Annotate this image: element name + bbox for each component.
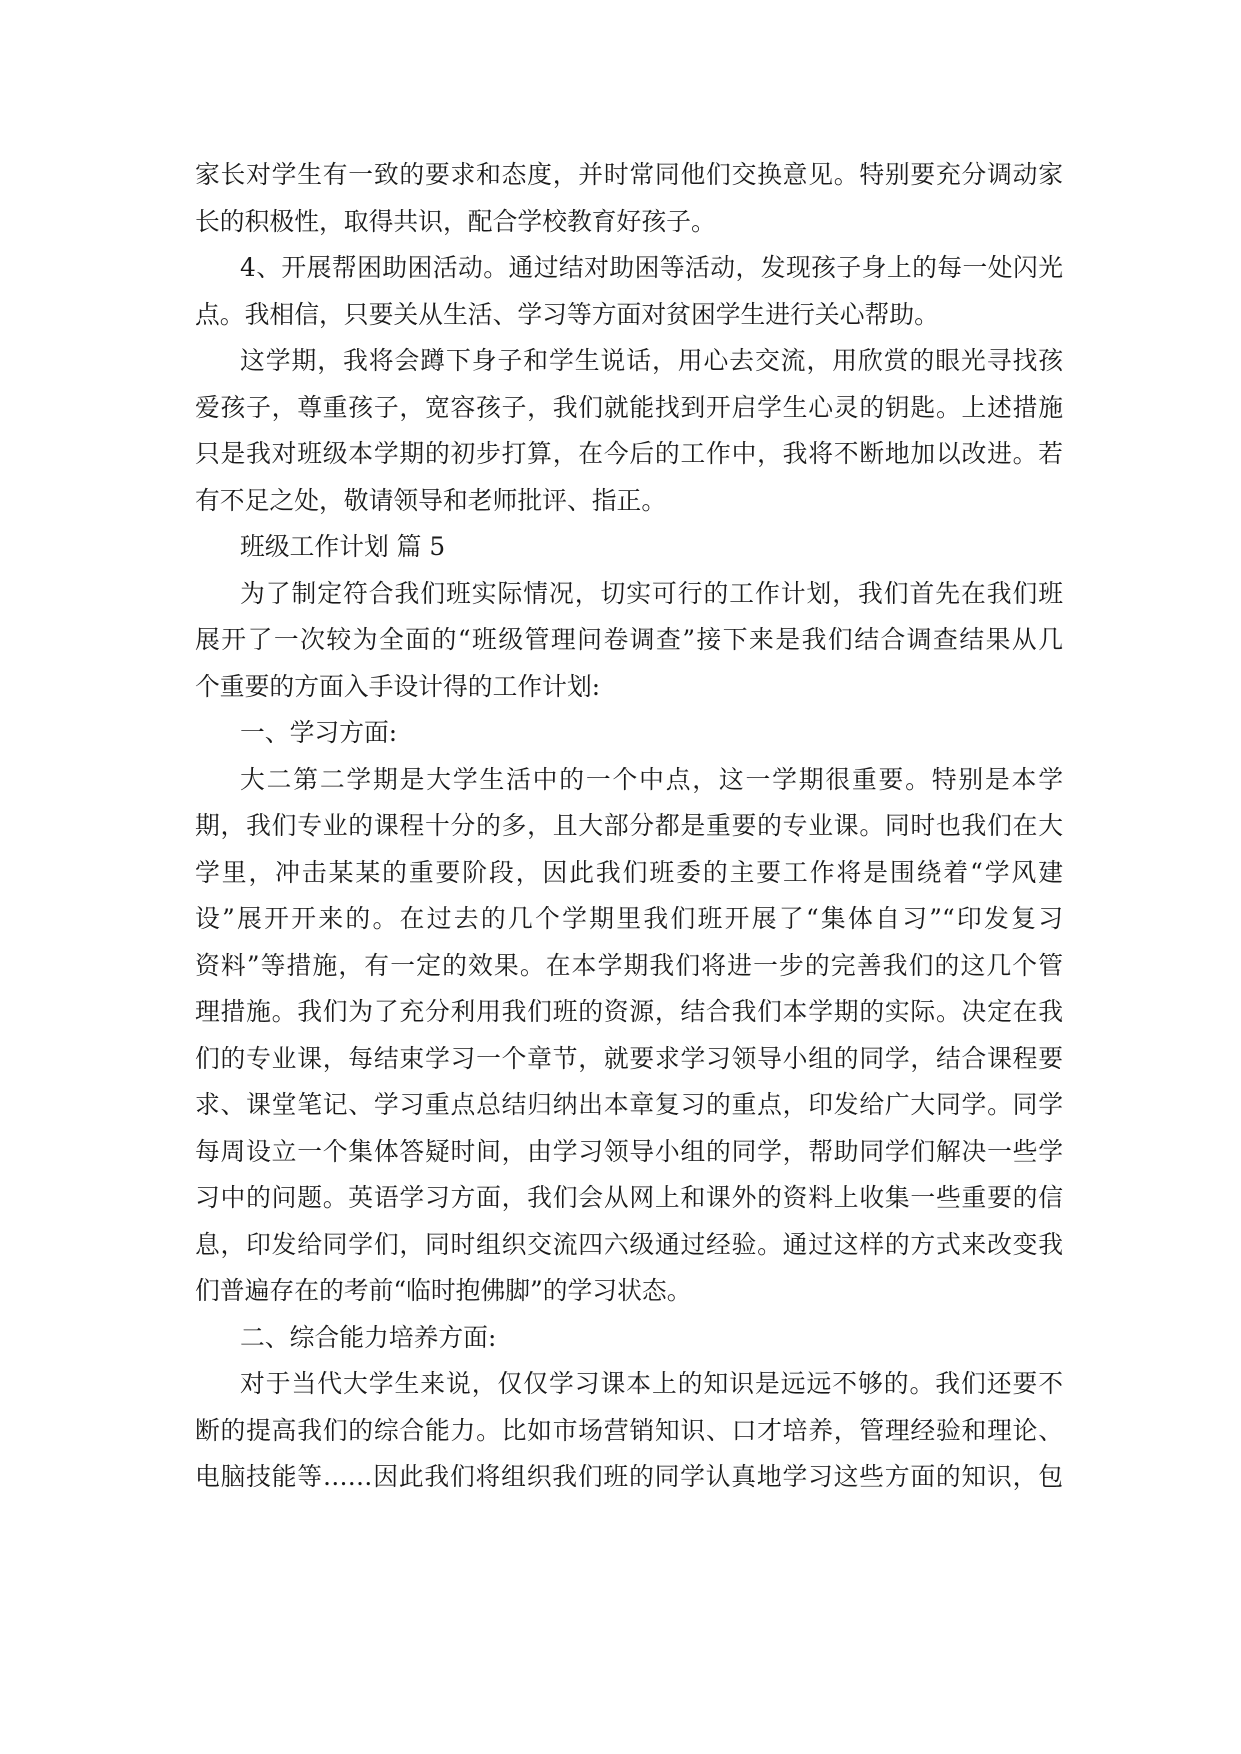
text-line-24: 息，印发给同学们，同时组织交流四六级通过经验。通过这样的方式来改变我 bbox=[195, 1229, 1063, 1259]
text-line-7: 只是我对班级本学期的初步打算，在今后的工作中，我将不断地加以改进。若 bbox=[195, 439, 1063, 468]
text-line-6: 爱孩子，尊重孩子，宽容孩子，我们就能找到开启学生心灵的钥匙。上述措施 bbox=[195, 392, 1063, 422]
text-line-10: 为了制定符合我们班实际情况，切实可行的工作计划，我们首先在我们班 bbox=[240, 578, 1063, 608]
subsection-heading-ability: 二、综合能力培养方面: bbox=[240, 1322, 497, 1352]
text-line-20: 们的专业课，每结束学习一个章节，就要求学习领导小组的同学，结合课程要 bbox=[195, 1043, 1063, 1073]
text-line-18: 资料”等措施，有一定的效果。在本学期我们将进一步的完善我们的这几个管 bbox=[195, 950, 1063, 980]
text-line-1: 家长对学生有一致的要求和态度，并时常同他们交换意见。特别要充分调动家 bbox=[195, 160, 1063, 189]
section-heading: 班级工作计划 篇 5 bbox=[240, 532, 446, 561]
text-line-5: 这学期，我将会蹲下身子和学生说话，用心去交流，用欣赏的眼光寻找孩 bbox=[240, 346, 1063, 375]
text-line-3: 4、开展帮困助困活动。通过结对助困等活动，发现孩子身上的每一处闪光 bbox=[240, 253, 1063, 282]
text-line-22: 每周设立一个集体答疑时间，由学习领导小组的同学，帮助同学们解决一些学 bbox=[195, 1136, 1063, 1166]
document-body bbox=[195, 152, 1063, 1501]
text-line-11: 展开了一次较为全面的“班级管理问卷调查”接下来是我们结合调查结果从几 bbox=[195, 625, 1063, 654]
text-line-2: 长的积极性，取得共识，配合学校教育好孩子。 bbox=[195, 206, 716, 236]
text-line-8: 有不足之处，敬请领导和老师批评、指正。 bbox=[195, 485, 667, 515]
text-line-23: 习中的问题。英语学习方面，我们会从网上和课外的资料上收集一些重要的信 bbox=[195, 1183, 1063, 1212]
text-line-19: 理措施。我们为了充分利用我们班的资源，结合我们本学期的实际。决定在我 bbox=[195, 997, 1063, 1026]
subsection-heading-study: 一、学习方面: bbox=[240, 718, 398, 747]
text-line-27: 对于当代大学生来说，仅仅学习课本上的知识是远远不够的。我们还要不 bbox=[240, 1369, 1063, 1398]
text-line-15: 期，我们专业的课程十分的多，且大部分都是重要的专业课。同时也我们在大 bbox=[195, 811, 1063, 840]
text-line-17: 设”展开开来的。在过去的几个学期里我们班开展了“集体自习”“印发复习 bbox=[195, 904, 1063, 933]
text-line-25: 们普遍存在的考前“临时抱佛脚”的学习状态。 bbox=[195, 1276, 692, 1305]
text-line-4: 点。我相信，只要关从生活、学习等方面对贫困学生进行关心帮助。 bbox=[195, 299, 939, 329]
text-line-21: 求、课堂笔记、学习重点总结归纳出本章复习的重点，印发给广大同学。同学 bbox=[195, 1090, 1063, 1119]
text-line-12: 个重要的方面入手设计得的工作计划: bbox=[195, 671, 601, 701]
text-line-29: 电脑技能等……因此我们将组织我们班的同学认真地学习这些方面的知识，包 bbox=[195, 1462, 1063, 1491]
text-line-16: 学里，冲击某某的重要阶段，因此我们班委的主要工作将是围绕着“学风建 bbox=[195, 857, 1063, 887]
text-line-28: 断的提高我们的综合能力。比如市场营销知识、口才培养，管理经验和理论、 bbox=[195, 1415, 1063, 1445]
text-line-14: 大二第二学期是大学生活中的一个中点，这一学期很重要。特别是本学 bbox=[240, 764, 1063, 794]
